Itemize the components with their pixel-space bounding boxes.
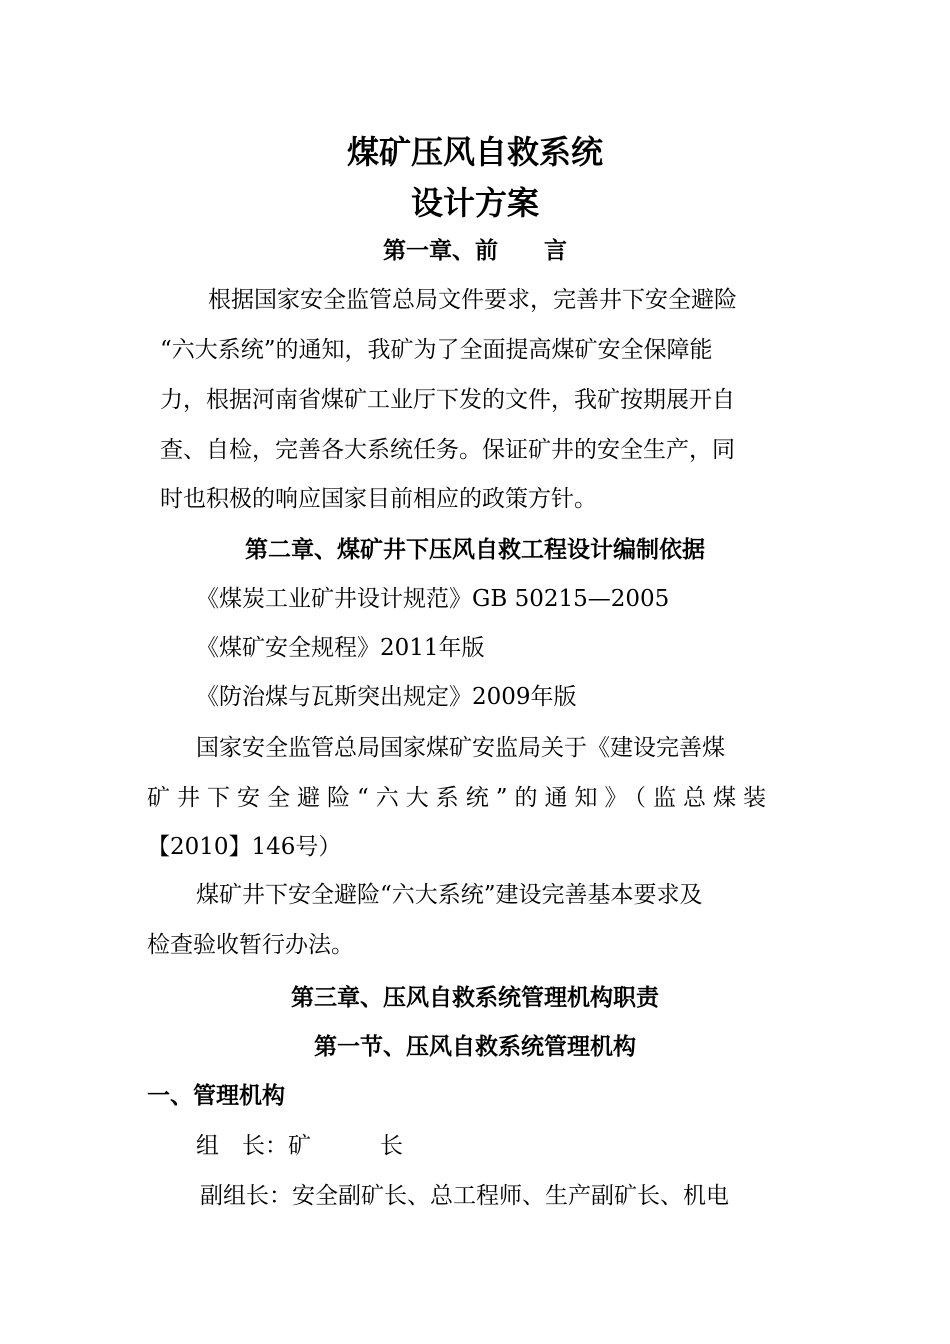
notice-line: 【2010】146号） <box>147 834 342 860</box>
notice-line-justified <box>147 783 807 813</box>
notice-line: 国家安全监管总局国家煤矿安监局关于《建设完善煤 <box>196 735 725 761</box>
notice-line-text: 矿井下安全避险“六大系统”的通知》（监总煤装 <box>147 785 774 811</box>
reference-line: 《防治煤与瓦斯突出规定》2009年版 <box>196 684 577 710</box>
chapter1-heading: 第一章、前 言 <box>383 238 567 264</box>
chapter2-heading: 第二章、煤矿井下压风自救工程设计编制依据 <box>245 537 705 563</box>
reference-line: 《煤炭工业矿井设计规范》GB 50215—2005 <box>196 586 670 612</box>
chapter1-para-line: 根据国家安全监管总局文件要求，完善井下安全避险 <box>208 287 737 313</box>
chapter3-heading: 第三章、压风自救系统管理机构职责 <box>291 985 659 1011</box>
leader-row <box>196 1131 403 1161</box>
chapter1-para-line: 查、自检，完善各大系统任务。保证矿井的安全生产，同 <box>160 437 735 463</box>
chapter1-para-line: “六大系统”的通知，我矿为了全面提高煤矿安全保障能 <box>160 337 713 363</box>
chapter1-para-line: 时也积极的响应国家目前相应的政策方针。 <box>160 486 597 512</box>
doc-title-line2: 设计方案 <box>410 184 539 222</box>
reference-line: 《煤矿安全规程》2011年版 <box>196 635 485 661</box>
leader-label: 组 长： <box>196 1133 288 1159</box>
leader-value: 矿 长 <box>288 1133 403 1159</box>
requirement-line: 煤矿井下安全避险“六大系统”建设完善基本要求及 <box>196 882 703 908</box>
requirement-line: 检查验收暂行办法。 <box>147 932 354 958</box>
subheading-management: 一、管理机构 <box>147 1083 285 1109</box>
doc-title-line1: 煤矿压风自救系统 <box>346 133 603 171</box>
chapter1-para-line: 力，根据河南省煤矿工业厅下发的文件，我矿按期展开自 <box>160 387 735 413</box>
section1-heading: 第一节、压风自救系统管理机构 <box>314 1034 636 1060</box>
deputy-line: 副组长：安全副矿长、总工程师、生产副矿长、机电 <box>200 1183 729 1209</box>
